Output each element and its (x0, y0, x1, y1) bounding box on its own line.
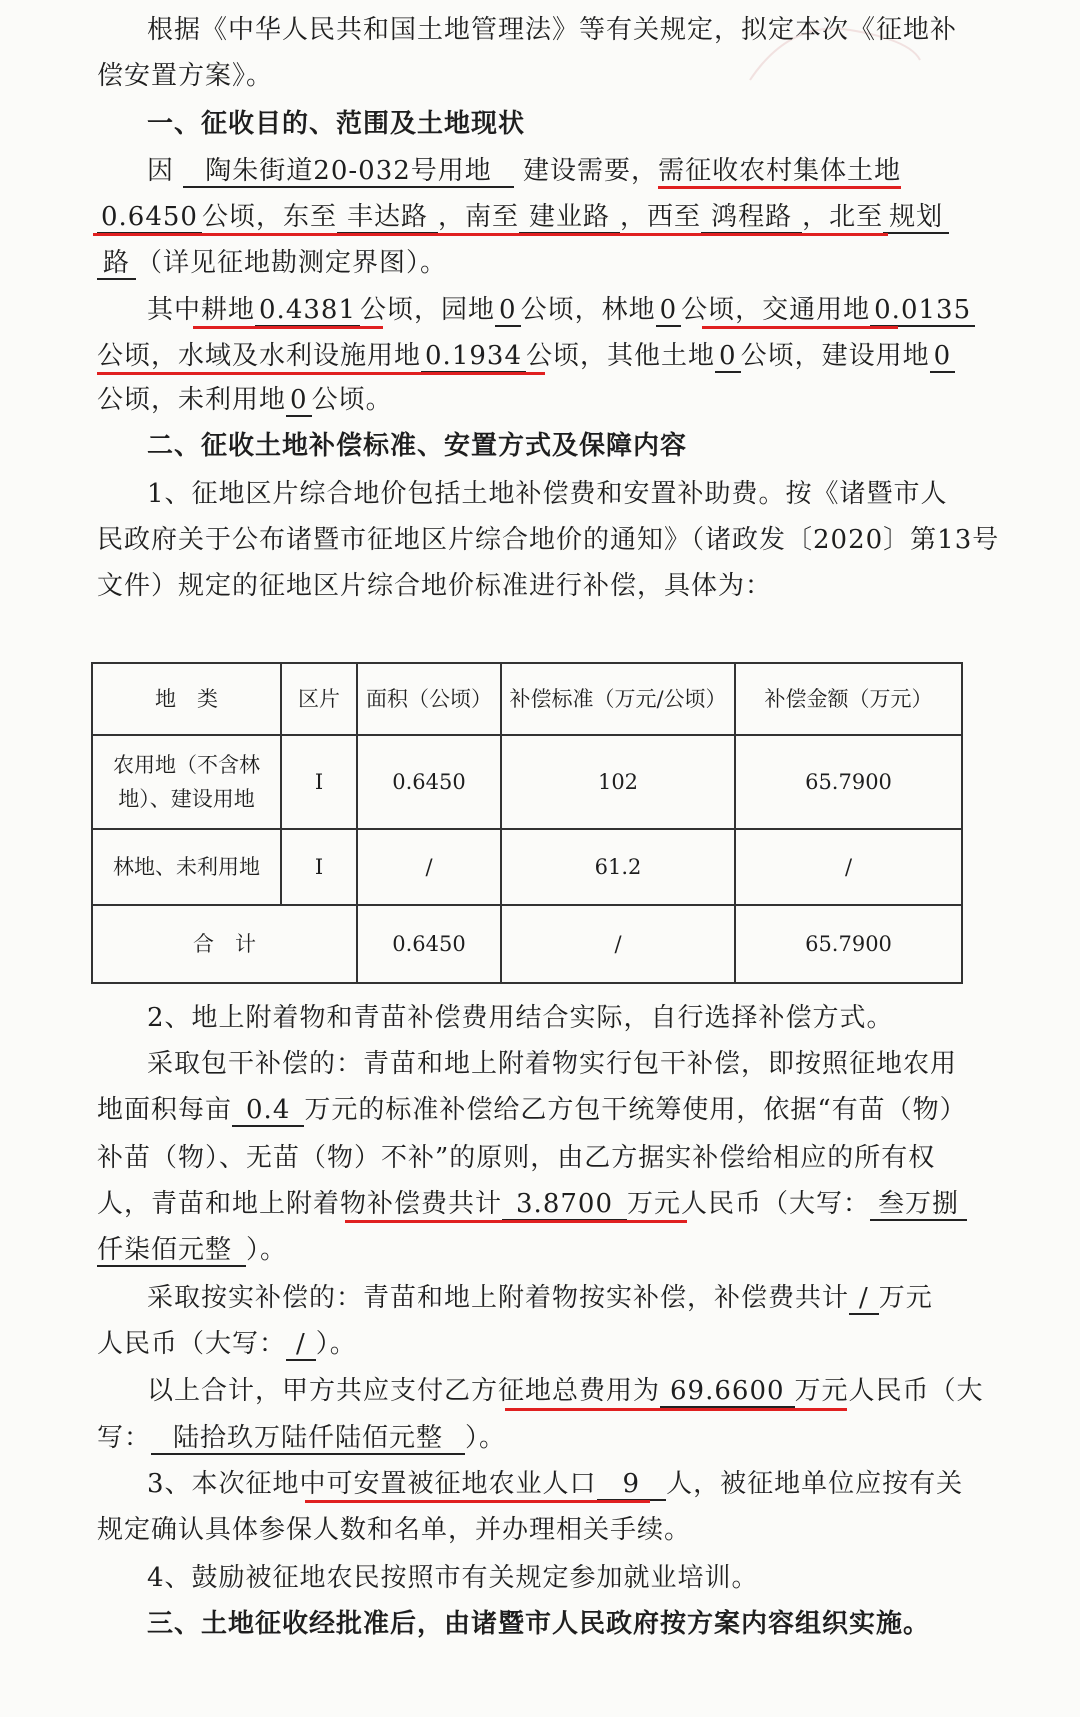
fee-value: 3.8700 (502, 1189, 627, 1221)
arable-value: 0.4381 (255, 295, 360, 327)
header-zone: 区片 (281, 663, 357, 735)
compensation-table (91, 662, 963, 984)
lump-sum-line-2: 地面积每亩 0.4 万元的标准补偿给乙方包干统筹使用，依据“有苗（物） (97, 1095, 967, 1125)
scope-line-2: 0.6450 公顷，东至 丰达路 ，南至 建业路 ，西至 鸿程路 ，北至 规划 (0, 199, 1080, 235)
header-area: 面积（公顷） (357, 663, 501, 735)
section-heading-1: 一、征收目的、范围及土地现状 (147, 109, 526, 139)
header-standard: 补偿标准（万元/公顷） (501, 663, 735, 735)
actual-line-2: 人民币（大写： / ）。 (97, 1329, 357, 1359)
resettlement-line-2: 规定确认具体参保人数和名单，并办理相关手续。 (97, 1515, 692, 1545)
actual-line-1: 采取按实补偿的：青苗和地上附着物按实补偿，补偿费共计 / 万元 (147, 1283, 933, 1313)
intro-line-1: 根据《中华人民共和国土地管理法》等有关规定，拟定本次《征地补 (147, 15, 958, 45)
red-underline-water (97, 372, 545, 375)
total-line-2: 写： 陆拾玖万陆仟陆佰元整 ）。 (97, 1423, 507, 1453)
intro-line-2: 偿安置方案》。 (97, 61, 274, 91)
land-use-line-3: 公顷，未利用地 0 公顷。 (97, 385, 393, 415)
east-boundary: 丰达路 (337, 202, 438, 234)
lump-sum-line-5: 仟柒佰元整 ）。 (97, 1235, 288, 1265)
red-underline-total (505, 1408, 847, 1411)
resettlement-line-1: 3、本次征地中可安置被征地农业人口 9 人，被征地单位应按有关 (147, 1469, 964, 1499)
south-boundary: 建业路 (519, 202, 620, 234)
red-underline-arable (193, 326, 383, 329)
traffic-value: 0.0135 (870, 295, 975, 327)
total-line-1: 以上合计，甲方共应支付乙方征地总费用为 69.6600 万元人民币（大 (147, 1376, 984, 1406)
table-total-row: 合 计 0.6450 / 65.7900 (92, 905, 962, 983)
red-underline-scope (93, 233, 888, 236)
purpose-value: 陶朱街道20-032号用地 (183, 156, 514, 188)
land-use-line-1: 其中耕地 0.4381 公顷，园地 0 公顷，林地 0 公顷，交通用地 0.0135 (0, 292, 1080, 328)
people-value: 9 (597, 1469, 667, 1501)
header-amount: 补偿金额（万元） (735, 663, 962, 735)
section-heading-2: 二、征收土地补偿标准、安置方式及保障内容 (147, 431, 688, 461)
standard-line-3: 文件）规定的征地区片综合地价标准进行补偿，具体为： (97, 571, 773, 601)
red-underline-traffic (702, 326, 898, 329)
scope-line-1: 因 陶朱街道20-032号用地 建设需要，需征收农村集体土地 (0, 153, 1080, 189)
red-underline-fee (345, 1220, 687, 1223)
table-row: 农用地（不含林 地）、建设用地 I 0.6450 102 65.7900 (92, 735, 962, 829)
scope-line-3: 路 （详见征地勘测定界图）。 (0, 245, 1080, 281)
total-fee-value: 69.6600 (660, 1376, 795, 1408)
section-heading-3: 三、土地征收经批准后，由诸暨市人民政府按方案内容组织实施。 (147, 1609, 931, 1639)
lump-sum-line-1: 采取包干补偿的：青苗和地上附着物实行包干补偿，即按照征地农用 (147, 1049, 958, 1079)
header-land-type: 地 类 (92, 663, 281, 735)
north-boundary-2: 路 (97, 248, 136, 280)
lump-sum-line-3: 补苗（物）、无苗（物）不补”的原则，由乙方据实补偿给相应的所有权 (97, 1143, 936, 1173)
west-boundary: 鸿程路 (701, 202, 802, 234)
rate-value: 0.4 (232, 1095, 304, 1127)
training-line: 4、鼓励被征地农民按照市有关规定参加就业培训。 (147, 1563, 759, 1593)
water-value: 0.1934 (421, 341, 526, 373)
red-underline-people (305, 1500, 650, 1503)
crops-intro-line: 2、地上附着物和青苗补偿费用结合实际，自行选择补偿方式。 (147, 1003, 894, 1033)
standard-line-2: 民政府关于公布诸暨市征地区片综合地价的通知》（诸政发〔2020〕第13号 (97, 525, 1000, 555)
lump-sum-line-4: 人，青苗和地上附着物补偿费共计 3.8700 万元人民币（大写： 叁万捌 (0, 1186, 1080, 1222)
land-use-line-2: 公顷，水域及水利设施用地 0.1934 公顷，其他土地 0 公顷，建设用地 0 (0, 338, 1080, 374)
table-header-row (92, 663, 962, 735)
area-value: 0.6450 (97, 202, 202, 234)
standard-line-1: 1、征地区片综合地价包括土地补偿费和安置补助费。按《诸暨市人 (147, 479, 948, 509)
table-row: 林地、未利用地 I / 61.2 / (92, 829, 962, 905)
north-boundary-1: 规划 (883, 202, 949, 234)
